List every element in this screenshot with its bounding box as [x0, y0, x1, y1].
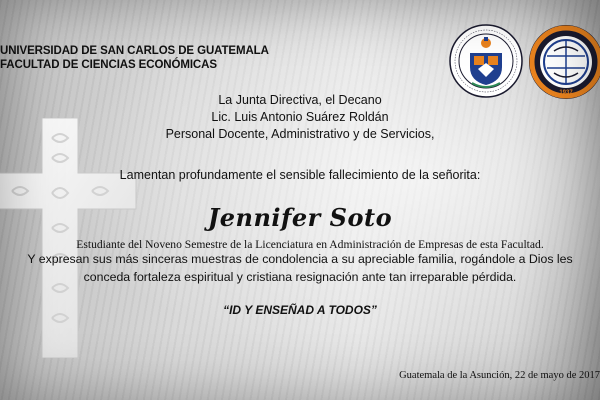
usac-seal-logo [448, 23, 524, 99]
condolence-line-2: conceda fortaleza espiritual y cristiana resignación ante tan irreparable pérdida. [83, 270, 517, 284]
intro-line-board: La Junta Directiva, el Decano [218, 93, 382, 107]
lament-text: Lamentan profundamente el sensible fallecimiento de la señorita: [119, 168, 481, 182]
motto: “ID Y ENSEÑAD A TODOS” [223, 303, 377, 317]
intro-line-staff: Personal Docente, Administrativo y de Servicios, [165, 127, 435, 141]
economics-faculty-seal-logo [527, 23, 600, 101]
university-name: UNIVERSIDAD DE SAN CARLOS DE GUATEMALA [0, 45, 269, 57]
student-description: Estudiante del Noveno Semestre de la Licenciatura en Administración de Empresas de esta Facultad. [76, 238, 544, 251]
intro-line-dean: Lic. Luis Antonio Suárez Roldán [211, 110, 389, 124]
cce-year-text: 1937 [559, 90, 573, 96]
condolence-line-1: Y expresan sus más sinceras muestras de condolencia a su apreciable familia, rogándole a Dios les [27, 252, 573, 266]
faculty-name: FACULTAD DE CIENCIAS ECONÓMICAS [0, 59, 217, 71]
deceased-name: Jennifer Soto [207, 203, 393, 232]
intro-block [60, 92, 540, 143]
condolence-message [0, 250, 600, 286]
place-date: Guatemala de la Asunción, 22 de mayo de 2017 [399, 370, 600, 381]
header [0, 44, 269, 72]
